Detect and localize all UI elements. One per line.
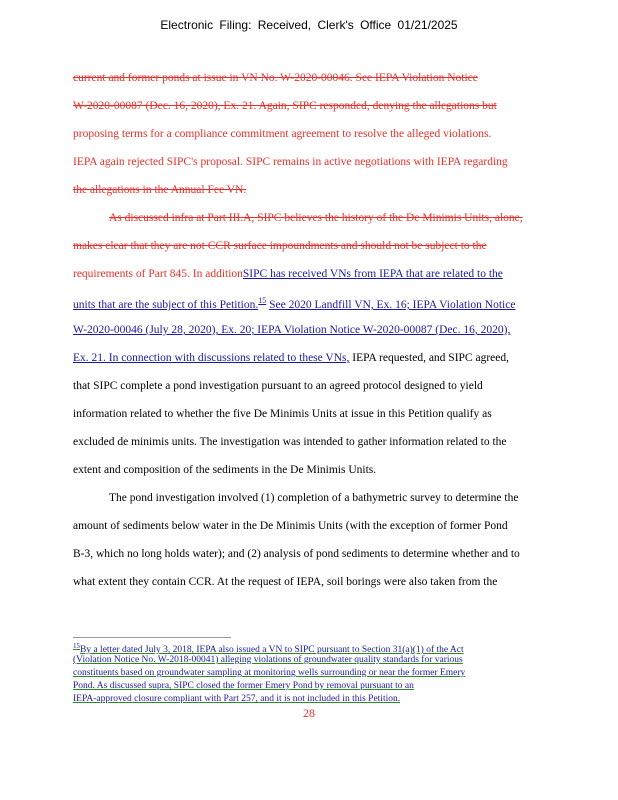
footnote-number: 15 [73, 642, 80, 650]
body-line: makes clear that they are not CCR surface impoundments and should not be subject to the [73, 240, 487, 252]
filing-header: Electronic Filing: Received, Clerk's Office 01/21/2025 [160, 18, 458, 32]
body-line: information related to whether the five De Minimis Units at issue in this Petition qualify as [73, 408, 492, 420]
body-line: excluded de minimis units. The investigation was intended to gather information related to the [73, 436, 507, 448]
body-line: what extent they contain CCR. At the request of IEPA, soil borings were also taken from the [73, 576, 498, 588]
footnote-separator [73, 637, 231, 638]
footnote-line: IEPA-approved closure compliant with Part 257, and it is not included in this Petition. [73, 694, 401, 704]
body-line: W-2020-00087 (Dec. 16, 2020), Ex. 21. Again, SIPC responded, denying the allegations but [73, 100, 497, 112]
body-line: proposing terms for a compliance commitment agreement to resolve the alleged violations. [73, 128, 492, 140]
body-line: As discussed infra at Part III.A, SIPC believes the history of the De Minimis Units, alone, [109, 212, 523, 224]
body-line-mixed [73, 352, 509, 364]
body-line: amount of sediments below water in the De Minimis Units (with the exception of former Pond [73, 520, 508, 532]
footnote-line: Pond. As discussed supra, SIPC closed the former Emery Pond by removal pursuant to an [73, 681, 414, 691]
body-line: extent and composition of the sediments in the De Minimis Units. [73, 464, 377, 476]
inserted-text: Ex. 21. In connection with discussions related to these VNs, [73, 352, 350, 364]
body-segment: requirements of Part 845. In addition [73, 268, 243, 280]
footnote-line [73, 642, 464, 655]
body-segment: IEPA requested, and SIPC agreed, [349, 352, 509, 364]
footnote-line: constituents based on groundwater sampling at monitoring wells surrounding or near the former Emery [73, 668, 466, 678]
body-line-mixed [73, 296, 515, 311]
page-number: 28 [303, 706, 315, 720]
footnote-text: By a letter dated July 3, 2018, IEPA also issued a VN to SIPC pursuant to Section 31(a)(1) of the Act [80, 645, 464, 656]
body-line: current and former ponds at issue in VN No. W-2020-00046. See IEPA Violation Notice [73, 72, 478, 84]
inserted-text: SIPC has received VNs from IEPA that are related to the [242, 268, 503, 280]
body-line: that SIPC complete a pond investigation pursuant to an agreed protocol designed to yield [73, 380, 483, 392]
body-line: The pond investigation involved (1) completion of a bathymetric survey to determine the [109, 492, 519, 504]
body-line: the allegations in the Annual Fee VN. [73, 184, 247, 196]
inserted-text: units that are the subject of this Petition. [73, 298, 259, 311]
footnote-ref[interactable]: 15 [258, 296, 267, 305]
body-line: B-3, which no long holds water); and (2) analysis of pond sediments to determine whether and to [73, 548, 520, 560]
inserted-text: See 2020 Landfill VN, Ex. 16; IEPA Violation Notice [269, 298, 516, 311]
body-line-mixed [73, 268, 503, 280]
inserted-line: W-2020-00046 (July 28, 2020), Ex. 20; IEPA Violation Notice W-2020-00087 (Dec. 16, 2020), [73, 324, 511, 336]
footnote-line: (Violation Notice No. W-2018-00041) alleging violations of groundwater quality standards for various [73, 655, 463, 665]
body-line: IEPA again rejected SIPC's proposal. SIPC remains in active negotiations with IEPA regarding [73, 156, 508, 168]
